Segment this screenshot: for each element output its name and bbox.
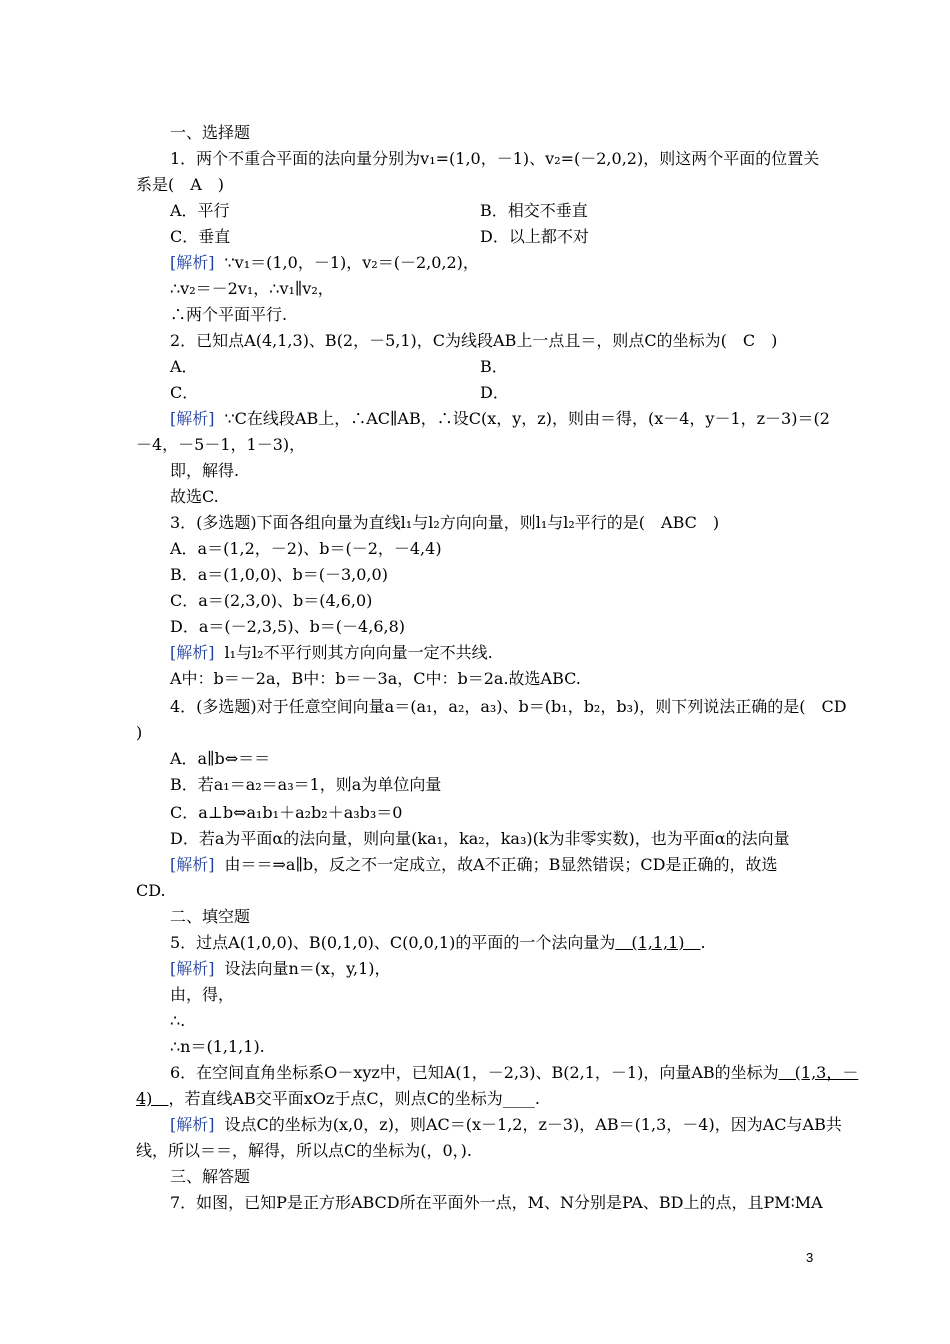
analysis-label: [解析] [170,409,215,428]
q3-analysis-line1 [170,642,493,664]
analysis-label: [解析] [170,1115,215,1134]
q5-analysis-line1 [170,958,391,980]
q5-stem [170,932,706,954]
section-heading-answer: 三、解答题 [170,1167,251,1186]
q4-option-a: A．a∥b⇔＝＝ [170,749,271,768]
page-number: 3 [806,1250,814,1265]
q4-option-b: B．若a₁＝a₂＝a₃＝1，则a为单位向量 [170,775,442,794]
q5-answer: (1,1,1) [615,933,701,952]
q6-analysis-line1 [170,1114,842,1136]
q4-analysis-line2: CD. [136,881,166,900]
q4-analysis-text1: 由＝＝⇒a∥b，反之不一定成立，故A不正确；B显然错误；CD是正确的，故选 [224,855,778,874]
q3-option-a: A．a＝(1,2，－2)、b＝(－2，－4,4) [170,539,442,558]
q1-analysis-line3: ∴两个平面平行. [170,305,288,324]
q2-analysis-line2: －4，－5－1，1－3)， [136,435,306,454]
q7-stem: 7．如图，已知P是正方形ABCD所在平面外一点，M、N分别是PA、BD上的点，且PM∶MA [170,1193,823,1212]
q5-analysis-line4: ∴n＝(1,1,1). [170,1037,265,1056]
q1-analysis-line1 [170,252,479,274]
q1-stem-line2: 系是( A ) [136,175,225,194]
q2-option-d: D． [480,383,509,402]
q4-option-c: C．a⊥b⇔a₁b₁＋a₂b₂＋a₃b₃＝0 [170,803,403,822]
q1-analysis-text1: ∵v₁＝(1,0，－1)，v₂＝(－2,0,2)， [224,253,479,272]
q2-option-b: B． [480,357,508,376]
analysis-label: [解析] [170,855,215,874]
q5-analysis-text1: 设法向量n＝(x，y,1)， [224,959,391,978]
q1-analysis-line2: ∴v₂＝－2v₁，∴v₁∥v₂， [170,279,334,298]
q4-stem-line2: ) [136,723,143,742]
analysis-label: [解析] [170,643,215,662]
q6-stem-text2: ，若直线AB交平面xOz于点C，则点C的坐标为 [168,1089,503,1108]
q3-stem: 3．(多选题)下面各组向量为直线l₁与l₂方向向量，则l₁与l₂平行的是( ABC ) [170,513,720,532]
q6-answer-part1: (1,3，－ [778,1063,859,1082]
q2-stem: 2．已知点A(4,1,3)、B(2，－5,1)，C为线段AB上一点且＝，则点C的坐标为( C ) [170,331,778,350]
q2-analysis-text1: ∵C在线段AB上，∴AC∥AB，∴设C(x，y，z)，则由＝得，(x－4，y－1，z－3)＝(2 [224,409,830,428]
q6-analysis-text1: 设点C的坐标为(x,0，z)，则AC＝(x－1,2，z－3)，AB＝(1,3，－4)，因为AC与AB共 [224,1115,842,1134]
q6-answer-part2: 4) [136,1089,169,1108]
q6-stem-end: . [534,1089,540,1108]
q5-stem-end: . [700,933,706,952]
q6-analysis-line2: 线，所以＝＝，解得，所以点C的坐标为(，0，). [136,1141,472,1160]
section-heading-choice: 一、选择题 [170,123,251,142]
q4-stem-line1: 4．(多选题)对于任意空间向量a＝(a₁，a₂，a₃)、b＝(b₁，b₂，b₃)，则下列说法正确的是( CD [170,697,847,716]
q2-analysis-line1 [170,408,830,430]
q5-stem-text: 5．过点A(1,0,0)、B(0,1,0)、C(0,0,1)的平面的一个法向量为 [170,933,616,952]
q2-option-c: C． [170,383,199,402]
q6-stem-line1 [170,1062,858,1084]
q1-option-d: D．以上都不对 [480,227,589,246]
q2-analysis-line4: 故选C. [170,487,219,506]
q2-option-a: A． [170,357,198,376]
q3-option-b: B．a＝(1,0,0)、b＝(－3,0,0) [170,565,388,584]
section-heading-fill: 二、填空题 [170,907,251,926]
analysis-label: [解析] [170,959,215,978]
q6-blank: ____ [502,1089,535,1108]
q5-analysis-line2: 由，得， [170,985,235,1004]
q3-analysis-line2: A中：b＝－2a，B中：b＝－3a，C中：b＝2a.故选ABC. [170,669,581,688]
analysis-label: [解析] [170,253,215,272]
q6-stem-text1: 6．在空间直角坐标系O－xyz中，已知A(1，－2,3)、B(2,1，－1)，向量AB的坐标为 [170,1063,779,1082]
q1-option-b: B．相交不垂直 [480,201,588,220]
q1-option-a: A．平行 [170,201,230,220]
q1-option-c: C．垂直 [170,227,231,246]
q1-stem-line1: 1．两个不重合平面的法向量分别为v₁=(1,0，－1)、v₂=(－2,0,2)，则这两个平面的位置关 [170,149,820,168]
q2-analysis-line3: 即，解得. [170,461,240,480]
q5-analysis-line3: ∴. [170,1011,186,1030]
q3-option-d: D．a＝(－2,3,5)、b＝(－4,6,8) [170,617,406,636]
q4-option-d: D．若a为平面α的法向量，则向量(ka₁，ka₂，ka₃)(k为非零实数)，也为平面α的法向量 [170,829,790,848]
q4-analysis-line1 [170,854,777,876]
q6-stem-line2 [136,1088,540,1110]
q3-analysis-text1: l₁与l₂不平行则其方向向量一定不共线. [224,643,493,662]
q3-option-c: C．a＝(2,3,0)、b＝(4,6,0) [170,591,373,610]
